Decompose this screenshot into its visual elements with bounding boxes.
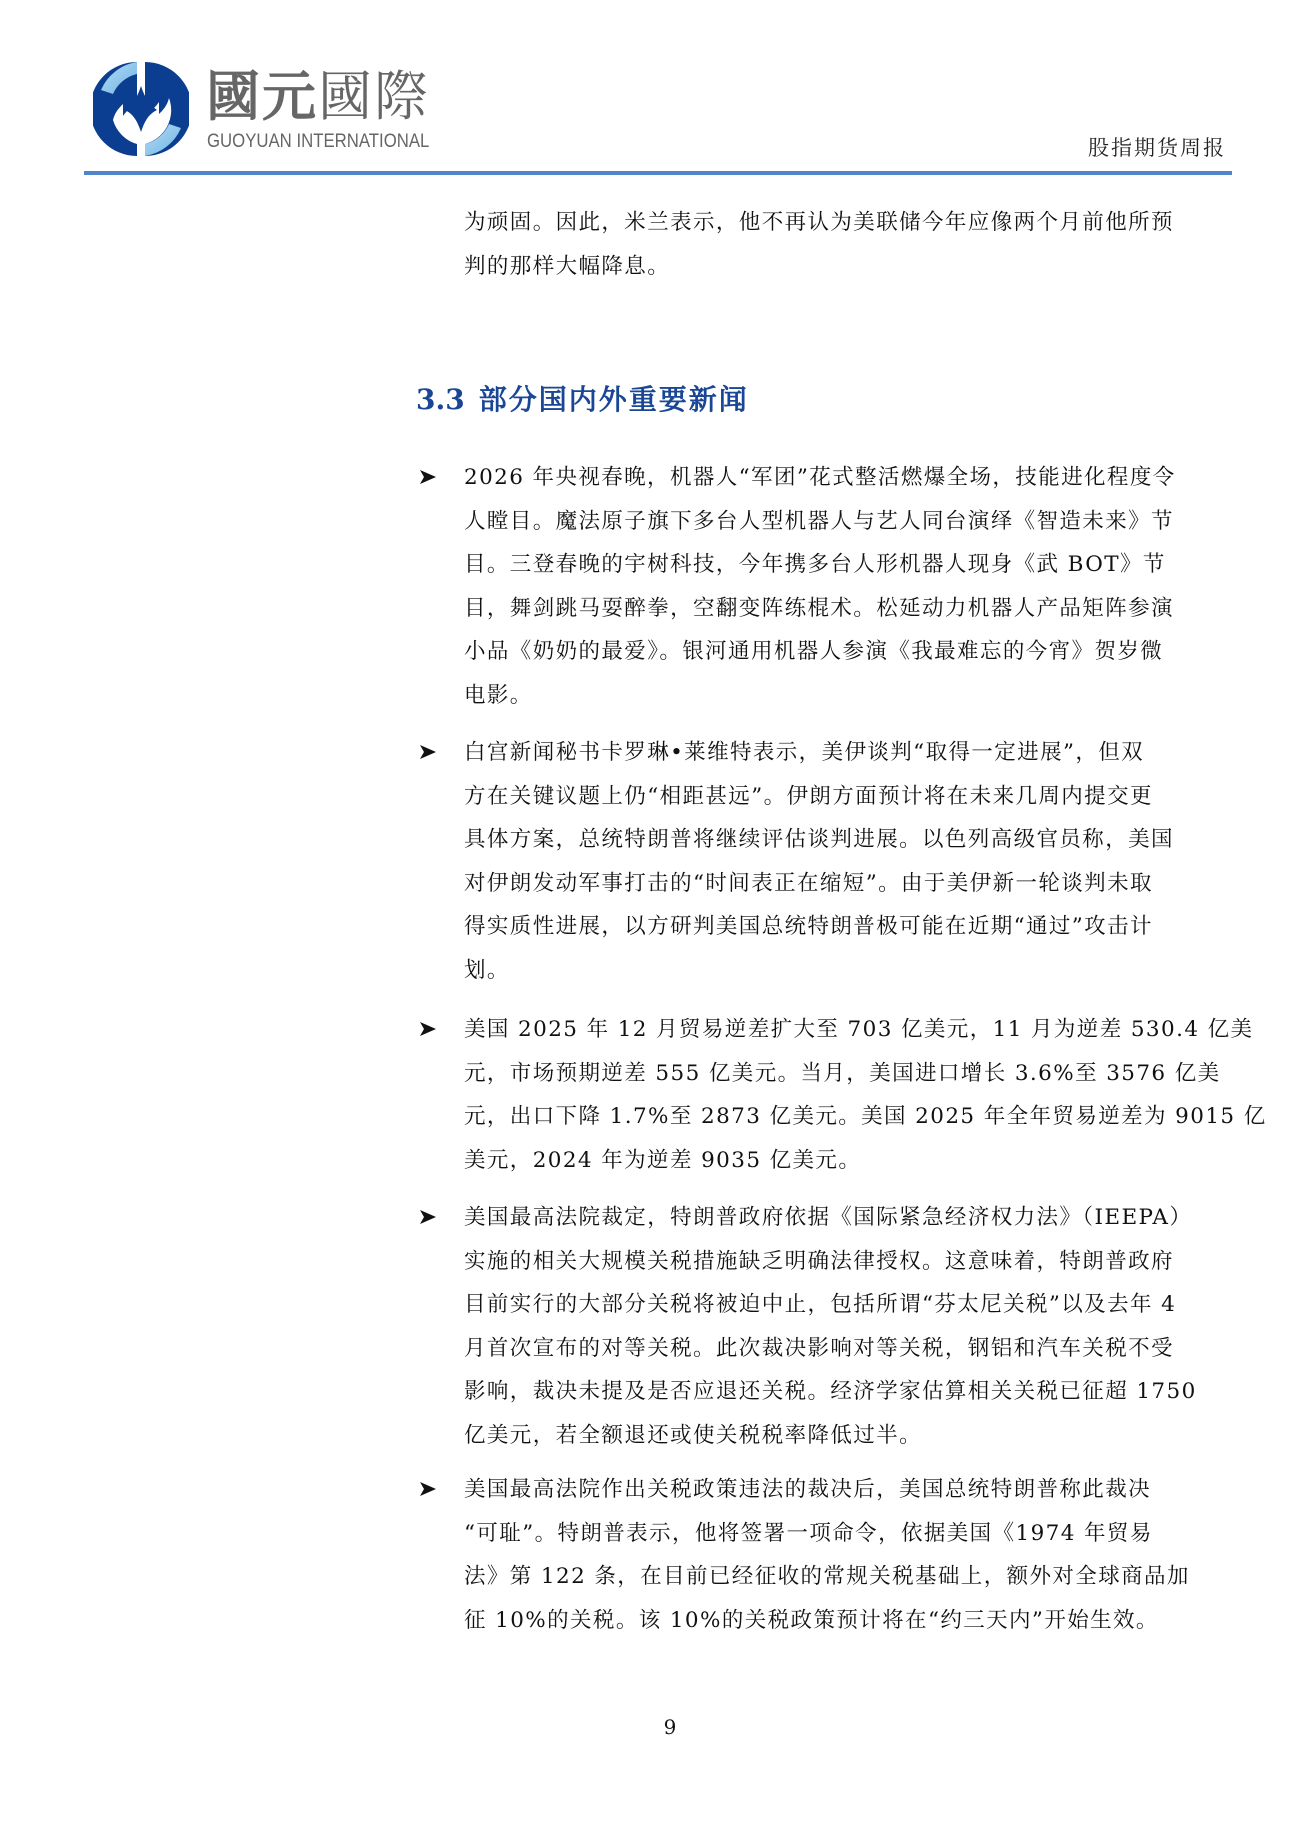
text-line: 得实质性进展，以方研判美国总统特朗普极可能在近期“通过”攻击计 [464, 914, 1153, 939]
header-divider [84, 171, 1232, 175]
text-line: 月首次宣布的对等关税。此次裁决影响对等关税，钢铝和汽车关税不受 [464, 1335, 1174, 1361]
text-line: 具体方案，总统特朗普将继续评估谈判进展。以色列高级官员称，美国 [464, 827, 1174, 852]
text-line: 方在关键议题上仍“相距甚远”。伊朗方面预计将在未来几周内提交更 [464, 783, 1153, 809]
paragraph-line: 判的那样大幅降息。 [464, 253, 671, 279]
text-line: 小品《奶奶的最爱》。银河通用机器人参演《我最难忘的今宵》贺岁微 [464, 639, 1164, 664]
section-heading [416, 381, 749, 419]
text-line: 实施的相关大规模关税措施缺乏明确法律授权。这意味着，特朗普政府 [464, 1248, 1174, 1274]
text-line: 人瞠目。魔法原子旗下多台人型机器人与艺人同台演绎《智造未来》节 [464, 508, 1174, 534]
logo-chinese-name [206, 66, 430, 128]
text-line: 美国最高法院作出关税政策违法的裁决后，美国总统特朗普称此裁决 [464, 1477, 1152, 1502]
text-line: 亿美元，若全额退还或使关税税率降低过半。 [464, 1422, 923, 1448]
report-title: 股指期货周报 [1088, 136, 1226, 160]
paragraph-line: 为顽固。因此，米兰表示，他不再认为美联储今年应像两个月前他所预 [464, 210, 1174, 235]
text-line: 征 10%的关税。该 10%的关税政策预计将在“约三天内”开始生效。 [464, 1607, 1159, 1633]
arrow-bullet-icon [418, 467, 438, 487]
logo-cn-part-1: 國元 [206, 65, 318, 128]
text-line: 元，市场预期逆差 555 亿美元。当月，美国进口增长 3.6%至 3576 亿美 [464, 1060, 1221, 1086]
logo-english-name: GUOYUAN INTERNATIONAL [207, 130, 430, 152]
text-line: 美国 2025 年 12 月贸易逆差扩大至 703 亿美元，11 月为逆差 530.4 亿美 [464, 1017, 1254, 1042]
news-item-text [464, 731, 1244, 992]
intro-paragraph [464, 201, 1239, 288]
text-line: 电影。 [464, 682, 533, 708]
arrow-bullet-icon [418, 1479, 438, 1499]
news-item-text [464, 1008, 1267, 1182]
news-item-text [464, 1468, 1244, 1642]
text-line: 美国最高法院裁定，特朗普政府依据《国际紧急经济权力法》（IEEPA） [464, 1205, 1193, 1230]
text-line: 影响，裁决未提及是否应退还关税。经济学家估算相关关税已征超 1750 [464, 1379, 1197, 1404]
section-title: 部分国内外重要新闻 [478, 383, 749, 416]
text-line: 法》第 122 条，在目前已经征收的常规关税基础上，额外对全球商品加 [464, 1564, 1190, 1589]
text-line: 对伊朗发动军事打击的“时间表正在缩短”。由于美伊新一轮谈判未取 [464, 870, 1153, 896]
text-line: 目前实行的大部分关税将被迫中止，包括所谓“芬太尼关税”以及去年 4 [464, 1292, 1177, 1317]
text-line: 元，出口下降 1.7%至 2873 亿美元。美国 2025 年全年贸易逆差为 9015 亿 [464, 1104, 1267, 1129]
text-line: 目，舞剑跳马耍醉拳，空翻变阵练棍术。松延动力机器人产品矩阵参演 [464, 595, 1174, 621]
text-line: “可耻”。特朗普表示，他将签署一项命令，依据美国《1974 年贸易 [464, 1520, 1153, 1546]
news-item-text [464, 1196, 1244, 1457]
arrow-bullet-icon [418, 1207, 438, 1227]
text-line: 白宫新闻秘书卡罗琳•莱维特表示，美伊谈判“取得一定进展”，但双 [464, 740, 1145, 765]
page-number: 9 [663, 1715, 677, 1739]
guoyuan-logo-icon [93, 60, 189, 158]
text-line: 划。 [464, 957, 510, 983]
arrow-bullet-icon [418, 742, 438, 762]
logo-cn-part-2: 國際 [318, 65, 430, 128]
text-line: 目。三登春晚的宇树科技，今年携多台人形机器人现身《武 BOT》节 [464, 552, 1166, 577]
text-line: 2026 年央视春晚，机器人“军团”花式整活燃爆全场，技能进化程度令 [464, 465, 1176, 490]
text-line: 美元，2024 年为逆差 9035 亿美元。 [464, 1147, 862, 1173]
section-number: 3.3 [416, 383, 465, 416]
news-item-text [464, 456, 1244, 717]
arrow-bullet-icon [418, 1019, 438, 1039]
